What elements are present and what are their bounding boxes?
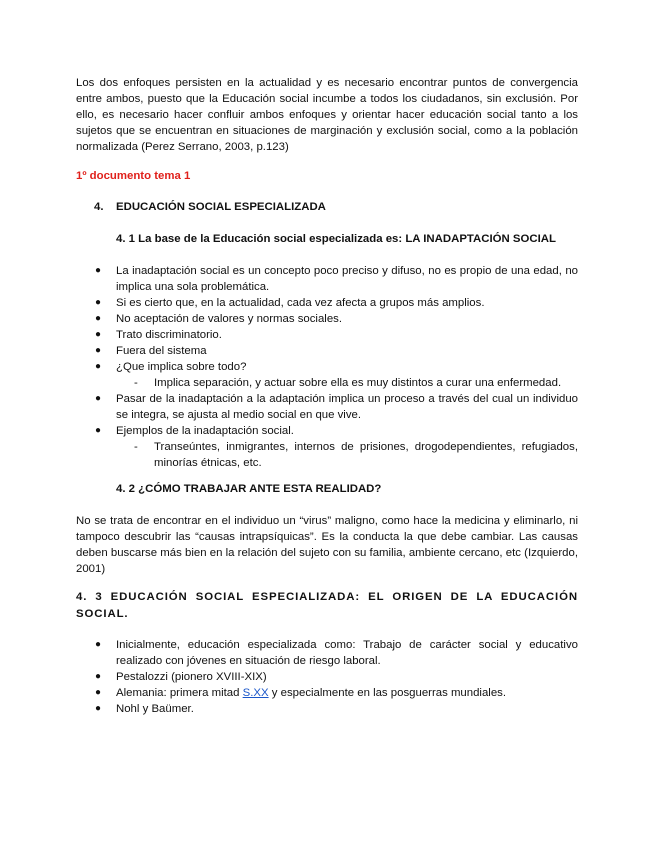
bullet-icon: ●: [95, 265, 102, 276]
sub-list-item-text: Implica separación, y actuar sobre ella es muy distintos a curar una enfermedad.: [154, 377, 562, 389]
section-number: 4.: [94, 201, 104, 213]
bullet-icon: ●: [95, 329, 102, 340]
list-item-text: Si es cierto que, en la actualidad, cada vez afecta a grupos más amplios.: [116, 297, 485, 309]
list-item-text: Trato discriminatorio.: [116, 329, 222, 341]
sub-list: [116, 375, 578, 391]
subsection-heading-4-2: 4. 2 ¿CÓMO TRABAJAR ANTE ESTA REALIDAD?: [116, 483, 382, 495]
list-item-text: ¿Que implica sobre todo?: [116, 361, 247, 373]
list-item-text: Pasar de la inadaptación a la adaptación implica un proceso a través del cual un individuo se integra, se ajusta al medio social en que vive.: [116, 393, 578, 421]
sxx-link[interactable]: S.XX: [242, 687, 269, 699]
list-4-3: [76, 637, 578, 717]
sub-list: [116, 439, 578, 471]
subsection-heading-4-3: 4. 3 EDUCACIÓN SOCIAL ESPECIALIZADA: EL ORIGEN DE LA EDUCACIÓN SOCIAL.: [76, 591, 578, 620]
list-item-text: Ejemplos de la inadaptación social.: [116, 425, 294, 437]
section-heading-4: [94, 201, 326, 213]
list-item: [76, 423, 578, 471]
paragraph-4-2: No se trata de encontrar en el individuo un “virus” maligno, como hace la medicina y eliminarlo, ni tampoco descubrir las “causas intrapsíquicas”. Es la conducta la que debe cambiar. Las causas deben buscarse más bien en la relación del sujeto con su familia, ambiente cercano, etc (Izquierdo, 2001): [76, 515, 578, 575]
bullet-icon: ●: [95, 703, 102, 714]
bullet-icon: ●: [95, 687, 102, 698]
dash-icon: -: [134, 441, 138, 453]
list-item: [76, 295, 578, 311]
list-item-text: No aceptación de valores y normas sociales.: [116, 313, 343, 325]
bullet-icon: ●: [95, 345, 102, 356]
bullet-icon: ●: [95, 425, 102, 436]
bullet-icon: ●: [95, 671, 102, 682]
bullet-icon: ●: [95, 393, 102, 404]
list-item-text: Fuera del sistema: [116, 345, 207, 357]
bullet-icon: ●: [95, 297, 102, 308]
list-item: [76, 311, 578, 327]
bullet-icon: ●: [95, 361, 102, 372]
sub-list-item: [116, 375, 578, 391]
sub-list-item: [116, 439, 578, 471]
list-item: [76, 327, 578, 343]
list-item-text: La inadaptación social es un concepto poco preciso y difuso, no es propio de una edad, no implica una sola problemática.: [116, 265, 578, 293]
list-item: [76, 343, 578, 359]
list-item-text-prefix: Alemania: primera mitad: [116, 687, 243, 699]
list-item-text: Inicialmente, educación especializada como: Trabajo de carácter social y educativo realizado con jóvenes en situación de riesgo laboral.: [116, 639, 578, 667]
subsection-heading-4-1: 4. 1 La base de la Educación social especializada es: LA INADAPTACIÓN SOCIAL: [116, 233, 556, 245]
list-item-text: Nohl y Baümer.: [116, 703, 194, 715]
list-item: [76, 359, 578, 391]
bullet-icon: ●: [95, 639, 102, 650]
dash-icon: -: [134, 377, 138, 389]
sub-list-item-text: Transeúntes, inmigrantes, internos de prisiones, drogodependientes, refugiados, minorías étnicas, etc.: [154, 441, 578, 469]
list-item: [76, 669, 578, 685]
list-item: [76, 685, 578, 701]
document-label: 1º documento tema 1: [76, 170, 191, 182]
list-item-text: Pestalozzi (pionero XVIII-XIX): [116, 671, 267, 683]
intro-paragraph: Los dos enfoques persisten en la actualidad y es necesario encontrar puntos de convergencia entre ambos, puesto que la Educación social incumbe a todos los ciudadanos, sin exclusión. Por ello, es necesario hacer confluir ambos enfoques y orientar hacer educación social tanto a los sujetos que se encuentran en situaciones de marginación y exclusión social, como a la población normalizada (Perez Serrano, 2003, p.123): [76, 77, 578, 153]
list-item: [76, 701, 578, 717]
list-4-1: [76, 263, 578, 471]
list-item-text-suffix: y especialmente en las posguerras mundiales.: [268, 687, 507, 699]
list-item: [76, 637, 578, 669]
list-item: [76, 391, 578, 423]
bullet-icon: ●: [95, 313, 102, 324]
list-item: [76, 263, 578, 295]
section-title: EDUCACIÓN SOCIAL ESPECIALIZADA: [116, 201, 326, 213]
